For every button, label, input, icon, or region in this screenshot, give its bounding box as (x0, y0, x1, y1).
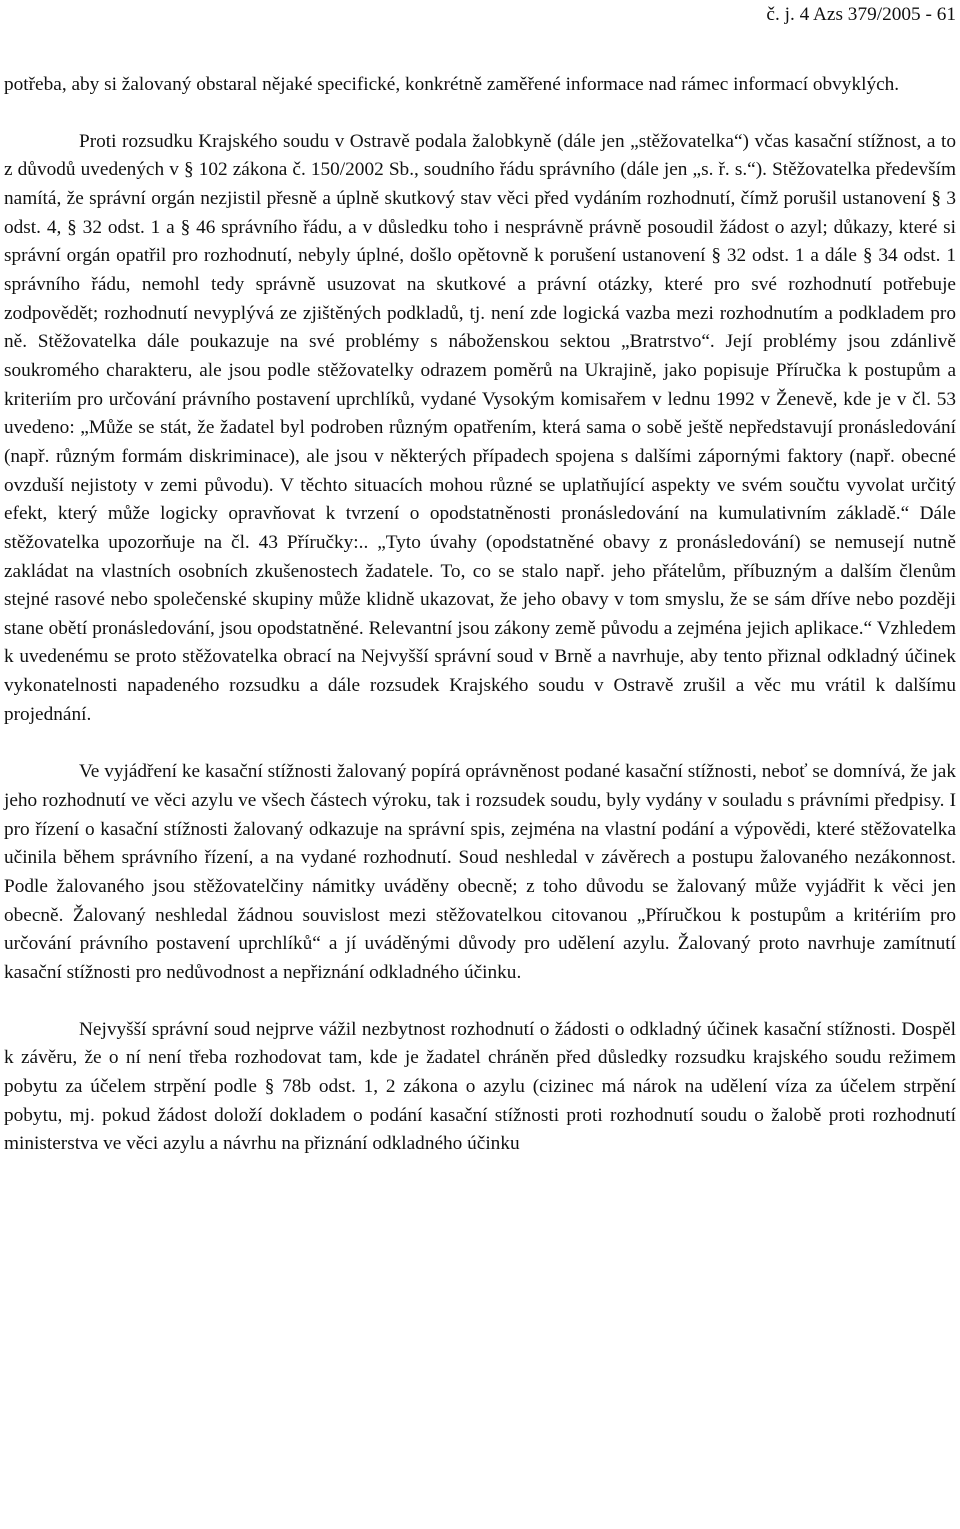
paragraph-cassation-complaint: Proti rozsudku Krajského soudu v Ostravě podala žalobkyně (dále jen „stěžovatelka“) včas kasační stížnost, a to z důvodů uvedených v § 102 zákona č. 150/2002 Sb., soudního řádu správního (dále jen „s. ř. s.“). Stěžovatelka především namítá, že správní orgán nezjistil přesně a úplně skutkový stav věci před vydáním rozhodnutí, čímž porušil ustanovení § 3 odst. 4, § 32 odst. 1 a § 46 správního řádu, a v důsledku toho i nesprávně právně posoudil žádost o azyl; důkazy, které si správní orgán opatřil pro rozhodnutí, nebyly úplné, došlo opětovně k porušení ustanovení § 32 odst. 1 a dále § 34 odst. 1 správního řádu, nemohl tedy správně usuzovat na skutkové a právní otázky, které pro své rozhodnutí potřebuje zodpovědět; rozhodnutí nevyplývá ze zjištěných podkladů, tj. není zde logická vazba mezi rozhodnutím a podkladem pro ně. Stěžovatelka dále poukazuje na své problémy s náboženskou sektou „Bratrstvo“. Její problémy jsou zdánlivě soukromého charakteru, ale jsou podle stěžovatelky odrazem poměrů na Ukrajině, jako popisuje Příručka k postupům a kriteriím pro určování právního postavení uprchlíků, vydané Vysokým komisařem v lednu 1992 v Ženevě, kde je v čl. 53 uvedeno: „Může se stát, že žadatel byl podroben různým opatřením, která sama o sobě ještě nepředstavují pronásledování (např. různým formám diskriminace), ale jsou v některých případech spojena s dalšími zápornými faktory (např. obecné ovzduší nejistoty v zemi původu). V těchto situacích mohou různé se uplatňující aspekty ve svém součtu vyvolat určitý efekt, který může logicky opravňovat k tvrzení o opodstatněnosti pronásledování na kumulativním základě.“ Dále stěžovatelka upozorňuje na čl. 43 Příručky:.. „Tyto úvahy (opodstatněné obavy z pronásledování) se nemusejí nutně zakládat na vlastních osobních zkušenostech žadatele. To, co se stalo např. jeho přátelům, příbuzným a dalším členům stejné rasové nebo společenské skupiny může klidně ukazovat, že jeho obavy v tom smyslu, že se sám dříve nebo později stane obětí pronásledování, jsou opodstatněné. Relevantní jsou zákony země původu a zejména jejich aplikace.“ Vzhledem k uvedenému se proto stěžovatelka obrací na Nejvyšší správní soud v Brně a navrhuje, aby tento přiznal odkladný účinek vykonatelnosti napadeného rozsudku a dále rozsudek Krajského soudu v Ostravě zrušil a věc mu vrátil k dalšímu projednání. (4, 130, 956, 725)
case-reference: č. j. 4 Azs 379/2005 - 61 (766, 4, 956, 25)
paragraph-defendant-statement: Ve vyjádření ke kasační stížnosti žalovaný popírá oprávněnost podané kasační stížnosti, neboť se domnívá, že jak jeho rozhodnutí ve věci azylu ve všech částech výroku, tak i rozsudek soudu, byly vydány v souladu s právními předpisy. I pro řízení o kasační stížnosti žalovaný odkazuje na správní spis, zejména na vlastní podání a výpovědi, které stěžovatelka učinila během správního řízení, a na vydané rozhodnutí. Soud neshledal v závěrech a postupu žalovaného nezákonnost. Podle žalovaného jsou stěžovatelčiny námitky uváděny obecně; z toho důvodu se žalovaný může vyjádřit k věci jen obecně. Žalovaný neshledal žádnou souvislost mezi stěžovatelkou citovanou „Příručkou k postupům a kritériím pro určování právního postavení uprchlíků“ a jí uváděnými důvody pro udělení azylu. Žalovaný proto navrhuje zamítnutí kasační stížnosti pro nedůvodnost a nepřiznání odkladného účinku. (4, 761, 956, 984)
document-body (4, 71, 956, 1159)
paragraph-court-consideration: Nejvyšší správní soud nejprve vážil nezbytnost rozhodnutí o žádosti o odkladný účinek kasační stížnosti. Dospěl k závěru, že o ní není třeba rozhodovat tam, kde je žadatel chráněn před důsledky rozsudku krajského soudu režimem pobytu za účelem strpění podle § 78b odst. 1, 2 zákona o azylu (cizinec má nárok na udělení víza za účelem strpění pobytu, mj. pokud žádost doloží dokladem o podání kasační stížnosti proti rozhodnutí soudu o žalobě proti rozhodnutí ministerstva ve věci azylu a návrhu na přiznání odkladného účinku (4, 1018, 956, 1155)
paragraph-continuation: potřeba, aby si žalovaný obstaral nějaké specifické, konkrétně zaměřené informace nad rámec informací obvyklých. (4, 74, 900, 95)
